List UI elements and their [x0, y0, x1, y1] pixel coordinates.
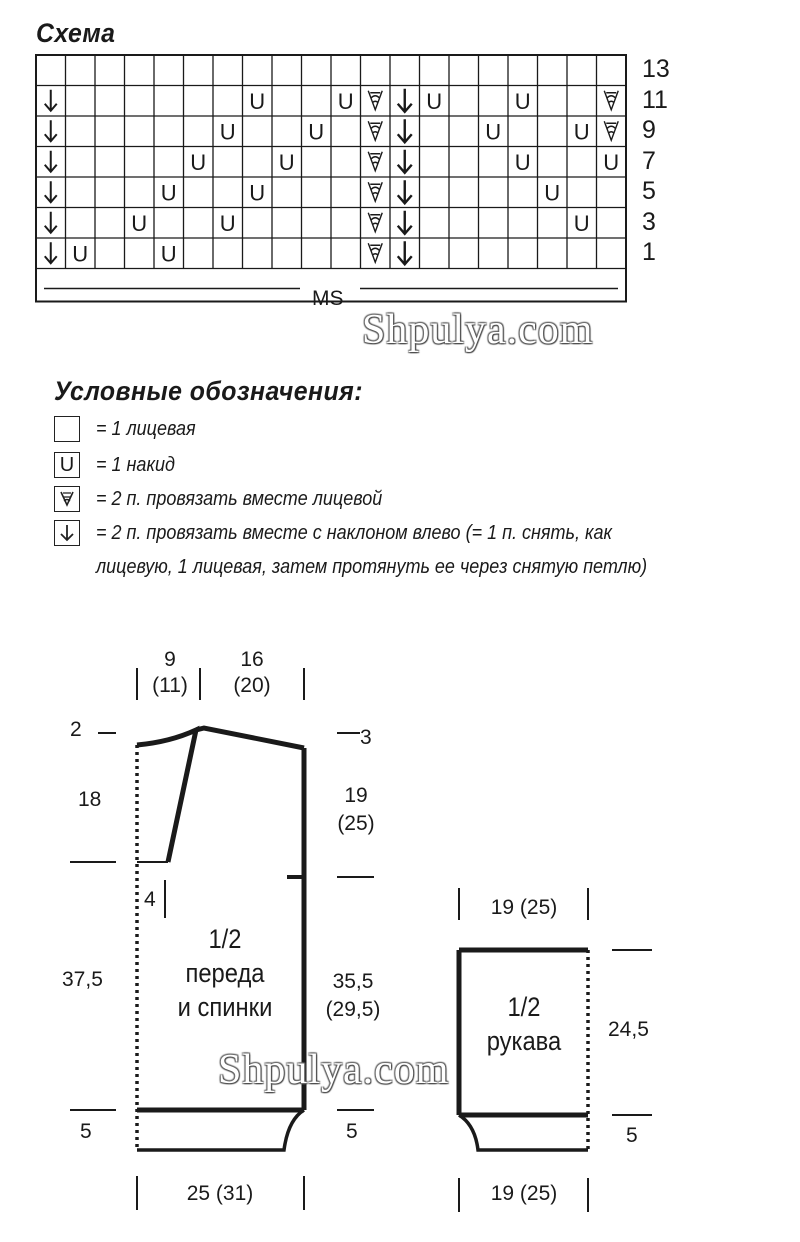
dim-sleeve-length: 24,5: [608, 1018, 649, 1041]
yarn-over-mark: U: [131, 210, 148, 236]
dim-top-left-width-alt: (11): [152, 674, 188, 697]
dim-top-right-width: 16: [240, 648, 264, 671]
yarn-over-mark: U: [278, 149, 295, 175]
body-hem-curve: [137, 1110, 304, 1150]
row-number-label: 9: [642, 116, 656, 144]
dim-side-right-alt: (29,5): [325, 998, 381, 1021]
dim-shoulder-drop: 3: [360, 726, 372, 749]
yarn-over-mark: U: [573, 119, 590, 145]
dim-sleeve-top-width: 19 (25): [490, 896, 558, 919]
row-number-label: 11: [642, 85, 668, 114]
dim-neck-step: 4: [144, 888, 156, 911]
row-number-label: 1: [642, 238, 656, 266]
dim-sleeve-bottom-width: 19 (25): [490, 1182, 558, 1205]
yarn-over-mark: U: [160, 180, 177, 206]
dim-side-right: 35,5: [332, 970, 374, 993]
yarn-over-mark: U: [485, 119, 502, 145]
legend-text: = 2 п. провязать вместе лицевой: [96, 488, 383, 510]
yarn-over-mark: U: [219, 210, 236, 236]
ms-label: MS: [312, 287, 344, 310]
body-neckline: [137, 730, 196, 862]
dim-side-left: 37,5: [62, 968, 103, 991]
yarn-over-mark: U: [160, 241, 177, 267]
dim-bottom-width: 25 (31): [186, 1182, 254, 1205]
yarn-over-mark: U: [514, 88, 531, 114]
yarn-over-mark: U: [603, 149, 620, 175]
yarn-over-mark: U: [308, 119, 325, 145]
yarn-over-mark: U: [514, 149, 531, 175]
chart-title: Схема: [36, 18, 116, 48]
dim-sleeve-cuff: 5: [626, 1124, 638, 1147]
yarn-over-mark: U: [219, 119, 236, 145]
legend-title: Условные обозначения:: [54, 376, 363, 406]
yarn-over-mark: U: [337, 88, 354, 114]
dim-neck-drop: 2: [70, 718, 82, 741]
legend-text: = 2 п. провязать вместе с наклоном влево (= 1 п. снять, как: [96, 522, 612, 544]
yarn-over-mark: U: [544, 180, 561, 206]
row-number-label: 5: [642, 177, 656, 205]
watermark: Shpulya.com: [362, 307, 594, 353]
yarn-over-mark: U: [573, 210, 590, 236]
yarn-over-icon: U: [54, 452, 80, 478]
dim-armhole: 19: [344, 784, 368, 807]
legend-text: = 1 накид: [96, 454, 175, 476]
dim-armhole-alt: (25): [337, 812, 375, 835]
legend-text: = 1 лицевая: [96, 418, 196, 440]
yarn-over-mark: U: [249, 88, 266, 114]
sleeve-cuff-curve: [459, 1115, 588, 1150]
body-shoulder: [196, 728, 304, 748]
yarn-over-mark: U: [426, 88, 443, 114]
yarn-over-mark: U: [72, 241, 89, 267]
sleeve-piece-label: 1/2 рукава: [486, 992, 562, 1056]
dim-top-right-width-alt: (20): [233, 674, 271, 697]
dim-hem-right: 5: [346, 1120, 358, 1143]
body-piece-label: 1/2 переда и спинки: [177, 924, 273, 1022]
yarn-over-mark: U: [249, 180, 266, 206]
dim-hem-left: 5: [80, 1120, 92, 1143]
row-number-label: 13: [642, 55, 670, 83]
row-number-label: 7: [642, 146, 656, 175]
dim-neck-depth: 18: [78, 788, 102, 811]
legend-text-continued: лицевую, 1 лицевая, затем протянуть ее через снятую петлю): [96, 556, 648, 578]
yarn-over-mark: U: [190, 149, 207, 175]
row-number-label: 3: [642, 207, 656, 236]
dim-top-left-width: 9: [164, 648, 176, 671]
watermark: Shpulya.com: [218, 1047, 450, 1093]
